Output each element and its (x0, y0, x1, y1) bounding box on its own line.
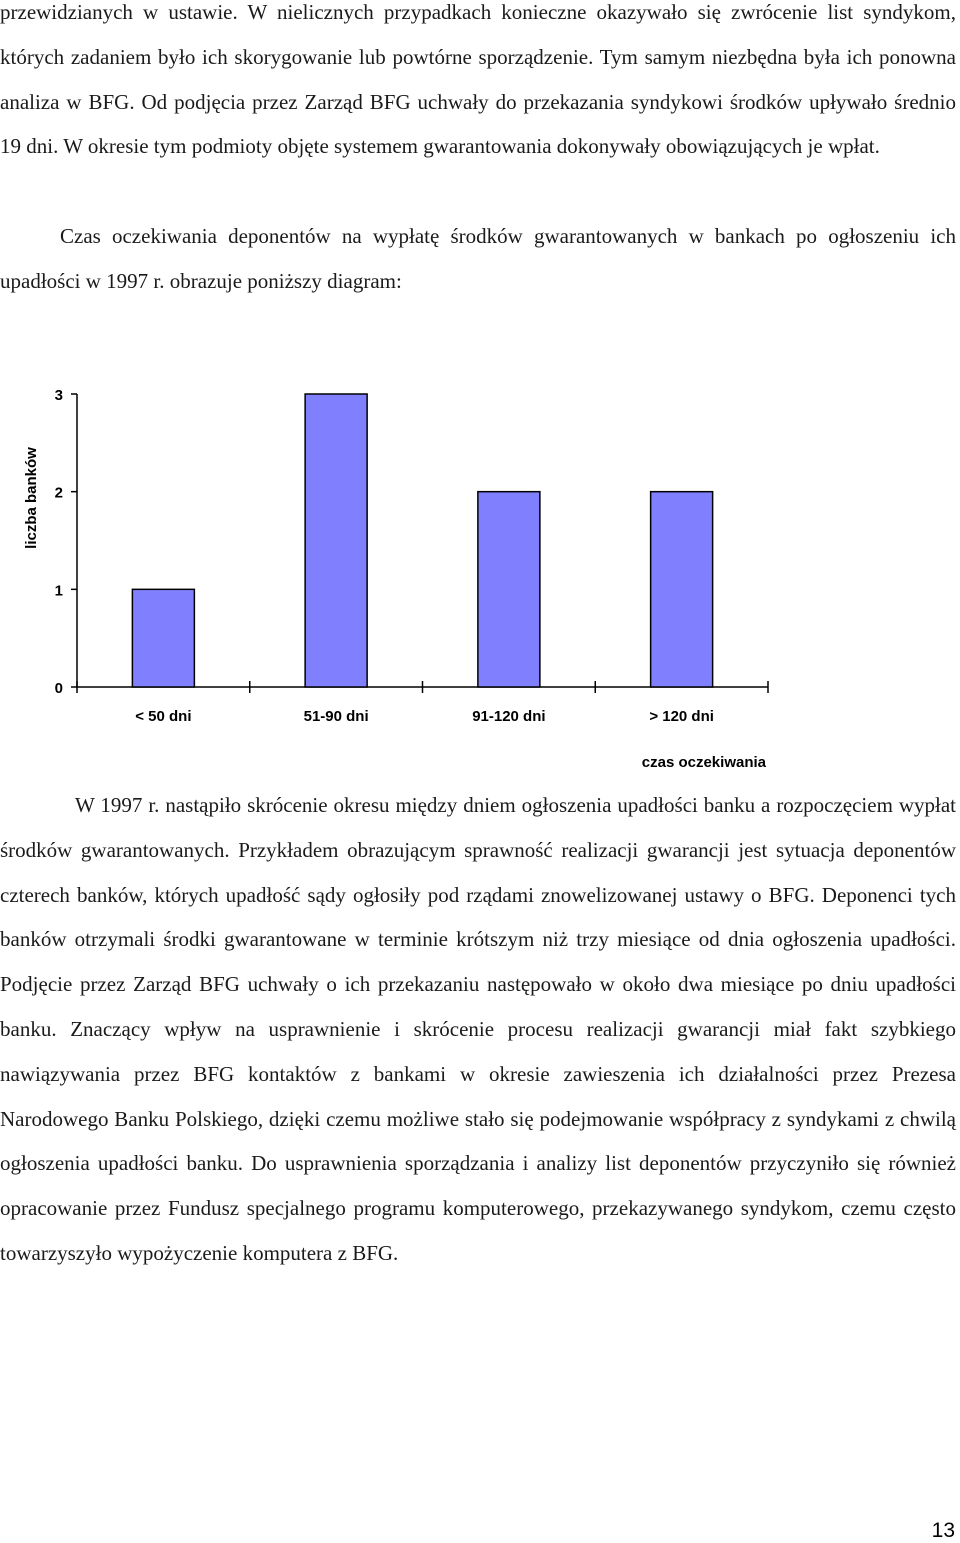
paragraph-bottom: W 1997 r. nastąpiło skrócenie okresu między dniem ogłoszenia upadłości banku a rozpoczęciem wypłat środków gwarantowanych. Przykładem obrazującym sprawność realizacji gwarancji jest sytuacja deponentów czterech banków, których upadłość sądy ogłosiły pod rządami znowelizowanej ustawy o BFG. Deponenci tych banków otrzymali środki gwarantowane w terminie krótszym niż trzy miesiące od dnia ogłoszenia upadłości. Podjęcie przez Zarząd BFG uchwały o ich przekazaniu następowało w około dwa miesiące po dniu upadłości banku. Znaczący wpływ na usprawnienie i skrócenie procesu realizacji gwarancji miał fakt szybkiego nawiązywania przez BFG kontaktów z bankami w okresie zawieszenia ich działalności przez Prezesa Narodowego Banku Polskiego, dzięki czemu możliwe stało się podejmowanie współpracy z syndykami z chwilą ogłoszenia upadłości banku. Do usprawnienia sporządzania i analizy list deponentów przyczyniło się również opracowanie przez Fundusz specjalnego programu komputerowego, przekazywanego syndykom, czemu często towarzyszyło wypożyczenie komputera z BFG. (0, 793, 956, 1265)
bar (305, 394, 367, 687)
x-tick-label: > 120 dni (649, 708, 714, 725)
y-tick-label: 1 (54, 582, 63, 600)
paragraph-top-1: przewidzianych w ustawie. W nielicznych przypadkach konieczne okazywało się zwrócenie list syndykom, których zadaniem było ich skorygowanie lub powtórne sporządzenie. Tym samym niezbędna była ich ponowna analiza w BFG. Od podjęcia przez Zarząd BFG uchwały do przekazania syndykowi środków upływało średnio 19 dni. W okresie tym podmioty objęte systemem gwarantowania dokonywały obowiązujących je wpłat. (0, 0, 956, 159)
bar (478, 492, 540, 687)
bar (651, 492, 713, 687)
x-tick-label: 91-120 dni (472, 708, 546, 725)
chart-bars (132, 394, 712, 687)
x-tick-label: 51-90 dni (303, 708, 369, 725)
paragraph-top-2: Czas oczekiwania deponentów na wypłatę środków gwarantowanych w bankach po ogłoszeniu ich upadłości w 1997 r. obrazuje poniższy diagram: (0, 224, 956, 293)
y-tick-label: 3 (54, 387, 63, 404)
bar (132, 589, 194, 687)
x-tick-labels (135, 708, 714, 725)
bar-chart (0, 370, 960, 780)
y-tick-label: 2 (54, 484, 63, 502)
y-tick-labels (55, 387, 63, 697)
y-axis-title: liczba banków (23, 447, 40, 549)
page-number: 13 (931, 1519, 955, 1542)
y-tick-label: 0 (54, 680, 63, 697)
x-axis-title: czas oczekiwania (641, 754, 766, 771)
x-tick-label: < 50 dni (135, 708, 192, 725)
